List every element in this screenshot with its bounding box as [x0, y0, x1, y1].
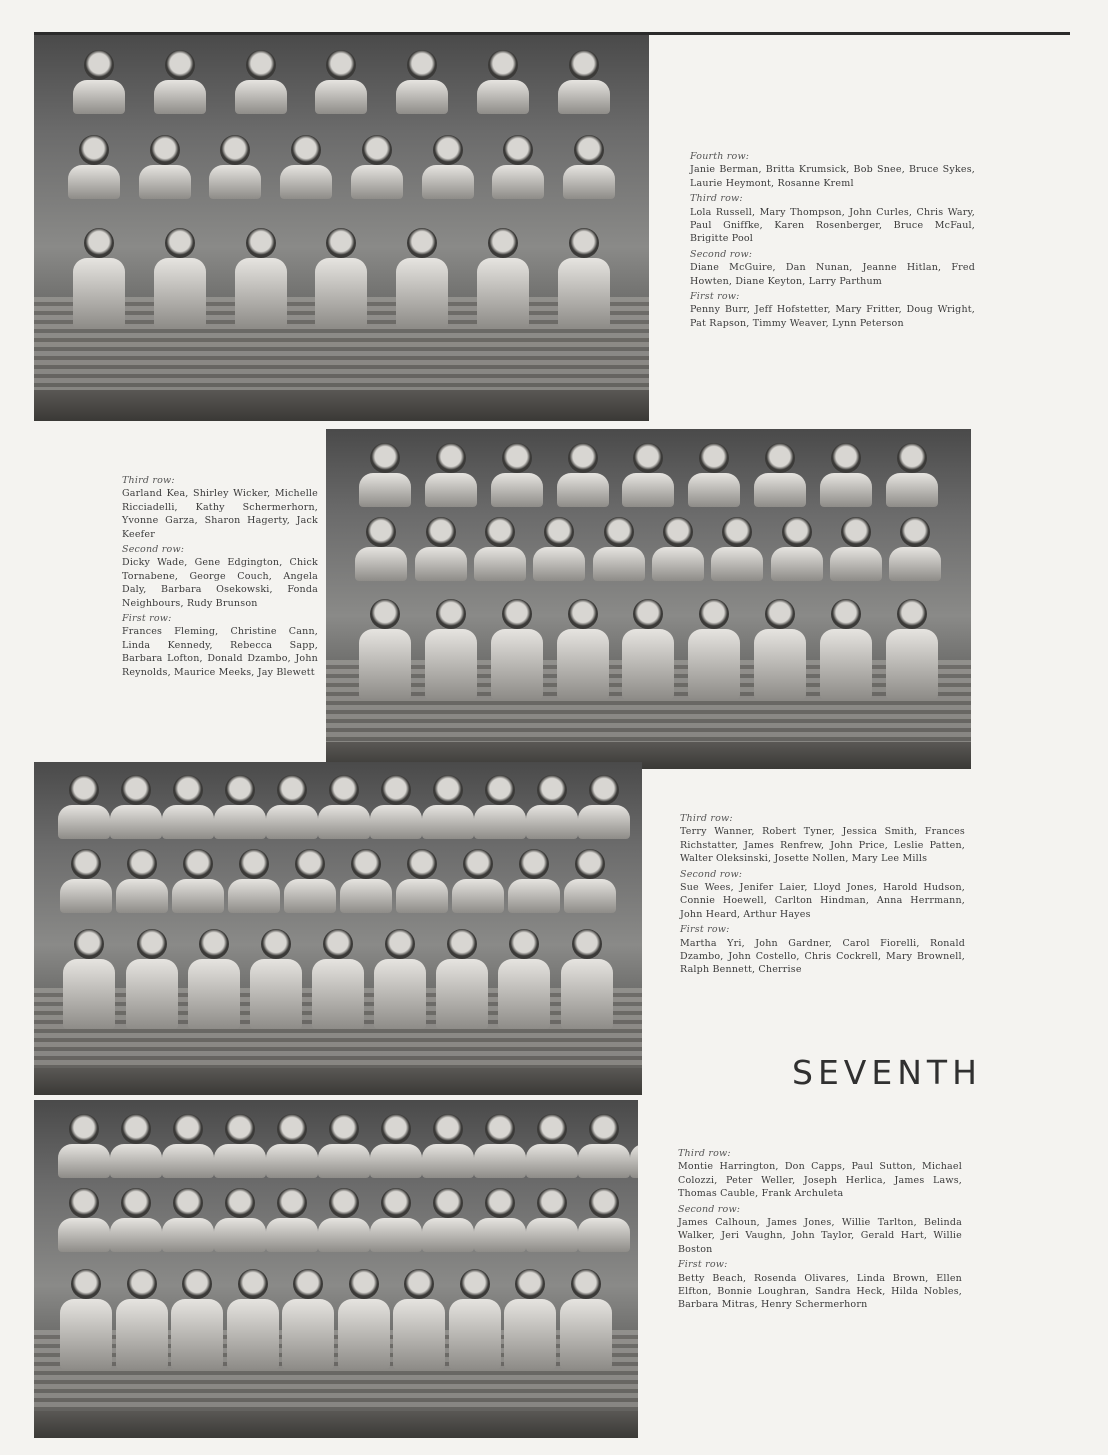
person-figure	[886, 599, 938, 699]
person-figure	[370, 775, 422, 839]
person-figure	[68, 135, 120, 199]
person-figure	[578, 1188, 630, 1252]
person-figure	[188, 929, 240, 1029]
person-figure	[315, 228, 367, 328]
person-figure	[58, 775, 110, 839]
person-figure	[312, 929, 364, 1029]
person-figure	[578, 775, 630, 839]
row-names: Sue Wees, Jenifer Laier, Lloyd Jones, Harold Hudson, Connie Hoewell, Carlton Hindman, Anna Herrmann, John Heard, Arthur Hayes	[680, 882, 965, 920]
person-figure	[162, 1188, 214, 1252]
people-row	[352, 443, 945, 507]
row-names: Penny Burr, Jeff Hofstetter, Mary Fritter, Doug Wright, Pat Rapson, Timmy Weaver, Lynn Peterson	[690, 304, 975, 329]
person-figure	[209, 135, 261, 199]
row-label: First row:	[680, 924, 730, 936]
row-names: Dicky Wade, Gene Edgington, Chick Tornabene, George Couch, Angela Daly, Barbara Osekowski, Fonda Neighbours, Rudy Brunson	[122, 557, 318, 609]
person-figure	[560, 1269, 612, 1369]
person-figure	[154, 50, 206, 114]
person-figure	[557, 599, 609, 699]
person-figure	[504, 1269, 556, 1369]
row-names: Montie Harrington, Don Capps, Paul Sutton, Michael Colozzi, Peter Weller, Joseph Herlica, James Laws, Thomas Cauble, Frank Archuleta	[678, 1161, 962, 1200]
person-figure	[630, 1114, 638, 1178]
person-figure	[557, 443, 609, 507]
person-figure	[73, 228, 125, 328]
person-figure	[227, 1269, 279, 1369]
person-figure	[60, 849, 112, 913]
person-figure	[110, 1188, 162, 1252]
person-figure	[558, 50, 610, 114]
person-figure	[60, 1269, 112, 1369]
person-figure	[491, 599, 543, 699]
person-figure	[415, 517, 467, 581]
person-figure	[318, 775, 370, 839]
person-figure	[561, 929, 613, 1029]
people-row	[58, 1188, 614, 1252]
people-row	[59, 135, 625, 199]
person-figure	[754, 443, 806, 507]
people-row	[58, 929, 617, 1029]
person-figure	[266, 775, 318, 839]
people-row	[59, 50, 625, 114]
person-figure	[564, 849, 616, 913]
gym-floor	[34, 1411, 638, 1438]
person-figure	[771, 517, 823, 581]
person-figure	[370, 1188, 422, 1252]
person-figure	[110, 775, 162, 839]
person-figure	[886, 443, 938, 507]
person-figure	[359, 443, 411, 507]
row-label: Second row:	[678, 1203, 741, 1215]
person-figure	[533, 517, 585, 581]
row-label: Second row:	[680, 868, 743, 880]
person-figure	[508, 849, 560, 913]
person-figure	[558, 228, 610, 328]
person-figure	[116, 1269, 168, 1369]
person-figure	[474, 1114, 526, 1178]
person-figure	[492, 135, 544, 199]
person-figure	[474, 517, 526, 581]
person-figure	[425, 599, 477, 699]
person-figure	[563, 135, 615, 199]
people-row	[58, 1114, 614, 1178]
person-figure	[526, 775, 578, 839]
person-figure	[214, 1188, 266, 1252]
person-figure	[422, 1188, 474, 1252]
people-row	[352, 599, 945, 699]
row-names: Frances Fleming, Christine Cann, Linda Kennedy, Rebecca Sapp, Barbara Lofton, Donald Dzambo, John Reynolds, Maurice Meeks, Jay Blewett	[122, 626, 318, 678]
person-figure	[422, 775, 474, 839]
person-figure	[396, 849, 448, 913]
person-figure	[284, 849, 336, 913]
gym-floor	[34, 390, 649, 421]
row-label: Third row:	[678, 1148, 731, 1159]
person-figure	[593, 517, 645, 581]
person-figure	[436, 929, 488, 1029]
person-figure	[58, 1188, 110, 1252]
person-figure	[126, 929, 178, 1029]
person-figure	[711, 517, 763, 581]
person-figure	[393, 1269, 445, 1369]
person-figure	[318, 1114, 370, 1178]
person-figure	[359, 599, 411, 699]
class-group-photo-2	[326, 429, 971, 769]
person-figure	[318, 1188, 370, 1252]
row-label: Third row:	[122, 475, 175, 486]
row-label: Second row:	[122, 544, 185, 556]
caption-group-2	[122, 474, 318, 681]
caption-group-4	[678, 1147, 962, 1314]
person-figure	[474, 775, 526, 839]
person-figure	[652, 517, 704, 581]
person-figure	[422, 135, 474, 199]
row-names: Martha Yri, John Gardner, Carol Fiorelli, Ronald Dzambo, John Costello, Chris Cockrell, Mary Brownell, Ralph Bennett, Cherrise	[680, 937, 965, 976]
person-figure	[374, 929, 426, 1029]
row-names: Lola Russell, Mary Thompson, John Curles, Chris Wary, Paul Gniffke, Karen Rosenberger, Bruce McFaul, Brigitte Pool	[690, 206, 975, 245]
row-names: Janie Berman, Britta Krumsick, Bob Snee, Bruce Sykes, Laurie Heymont, Rosanne Kreml	[690, 164, 975, 189]
people-row	[58, 1269, 614, 1369]
person-figure	[355, 517, 407, 581]
person-figure	[422, 1114, 474, 1178]
person-figure	[889, 517, 941, 581]
person-figure	[452, 849, 504, 913]
row-names: Terry Wanner, Robert Tyner, Jessica Smith, Frances Richstatter, James Renfrew, John Price, Leslie Patten, Walter Oleksinski, Josette Nollen, Mary Lee Mills	[680, 826, 965, 865]
section-title: SEVENTH	[792, 1053, 982, 1092]
person-figure	[474, 1188, 526, 1252]
person-figure	[214, 1114, 266, 1178]
person-figure	[154, 228, 206, 328]
person-figure	[162, 775, 214, 839]
person-figure	[526, 1114, 578, 1178]
people-row	[58, 849, 617, 913]
person-figure	[396, 50, 448, 114]
person-figure	[315, 50, 367, 114]
row-label: First row:	[678, 1259, 728, 1271]
person-figure	[498, 929, 550, 1029]
row-label: Fourth row:	[690, 151, 750, 162]
person-figure	[266, 1188, 318, 1252]
person-figure	[526, 1188, 578, 1252]
person-figure	[449, 1269, 501, 1369]
class-group-photo-1	[34, 35, 649, 421]
person-figure	[396, 228, 448, 328]
person-figure	[688, 599, 740, 699]
person-figure	[338, 1269, 390, 1369]
row-label: Second row:	[690, 248, 753, 260]
row-label: Third row:	[680, 813, 733, 824]
row-names: Diane McGuire, Dan Nunan, Jeanne Hitlan, Fred Howten, Diane Keyton, Larry Parthum	[690, 262, 975, 287]
person-figure	[235, 50, 287, 114]
person-figure	[172, 849, 224, 913]
person-figure	[754, 599, 806, 699]
person-figure	[228, 849, 280, 913]
person-figure	[282, 1269, 334, 1369]
person-figure	[370, 1114, 422, 1178]
person-figure	[477, 228, 529, 328]
people-row	[58, 775, 617, 839]
gym-floor	[34, 1068, 642, 1095]
caption-group-3	[680, 812, 965, 979]
person-figure	[110, 1114, 162, 1178]
person-figure	[491, 443, 543, 507]
person-figure	[578, 1114, 630, 1178]
person-figure	[340, 849, 392, 913]
person-figure	[820, 599, 872, 699]
person-figure	[116, 849, 168, 913]
person-figure	[214, 775, 266, 839]
person-figure	[235, 228, 287, 328]
person-figure	[139, 135, 191, 199]
person-figure	[830, 517, 882, 581]
person-figure	[58, 1114, 110, 1178]
person-figure	[162, 1114, 214, 1178]
class-group-photo-3	[34, 762, 642, 1095]
class-group-photo-4	[34, 1100, 638, 1438]
person-figure	[622, 599, 674, 699]
person-figure	[425, 443, 477, 507]
row-label: First row:	[122, 613, 172, 625]
person-figure	[266, 1114, 318, 1178]
person-figure	[351, 135, 403, 199]
person-figure	[280, 135, 332, 199]
row-names: Garland Kea, Shirley Wicker, Michelle Ricciadelli, Kathy Schermerhorn, Yvonne Garza, Sharon Hagerty, Jack Keefer	[122, 488, 318, 540]
row-names: Betty Beach, Rosenda Olivares, Linda Brown, Ellen Elfton, Bonnie Loughran, Sandra Heck, Hilda Nobles, Barbara Mitras, Henry Schermerhorn	[678, 1272, 962, 1311]
people-row	[352, 517, 945, 581]
caption-group-1	[690, 150, 975, 332]
row-label: Third row:	[690, 193, 743, 205]
person-figure	[688, 443, 740, 507]
person-figure	[477, 50, 529, 114]
person-figure	[171, 1269, 223, 1369]
row-label: First row:	[690, 291, 740, 303]
people-row	[59, 228, 625, 328]
person-figure	[820, 443, 872, 507]
person-figure	[250, 929, 302, 1029]
person-figure	[73, 50, 125, 114]
person-figure	[622, 443, 674, 507]
person-figure	[63, 929, 115, 1029]
row-names: James Calhoun, James Jones, Willie Tarlton, Belinda Walker, Jeri Vaughn, John Taylor, Gerald Hart, Willie Boston	[678, 1217, 962, 1255]
